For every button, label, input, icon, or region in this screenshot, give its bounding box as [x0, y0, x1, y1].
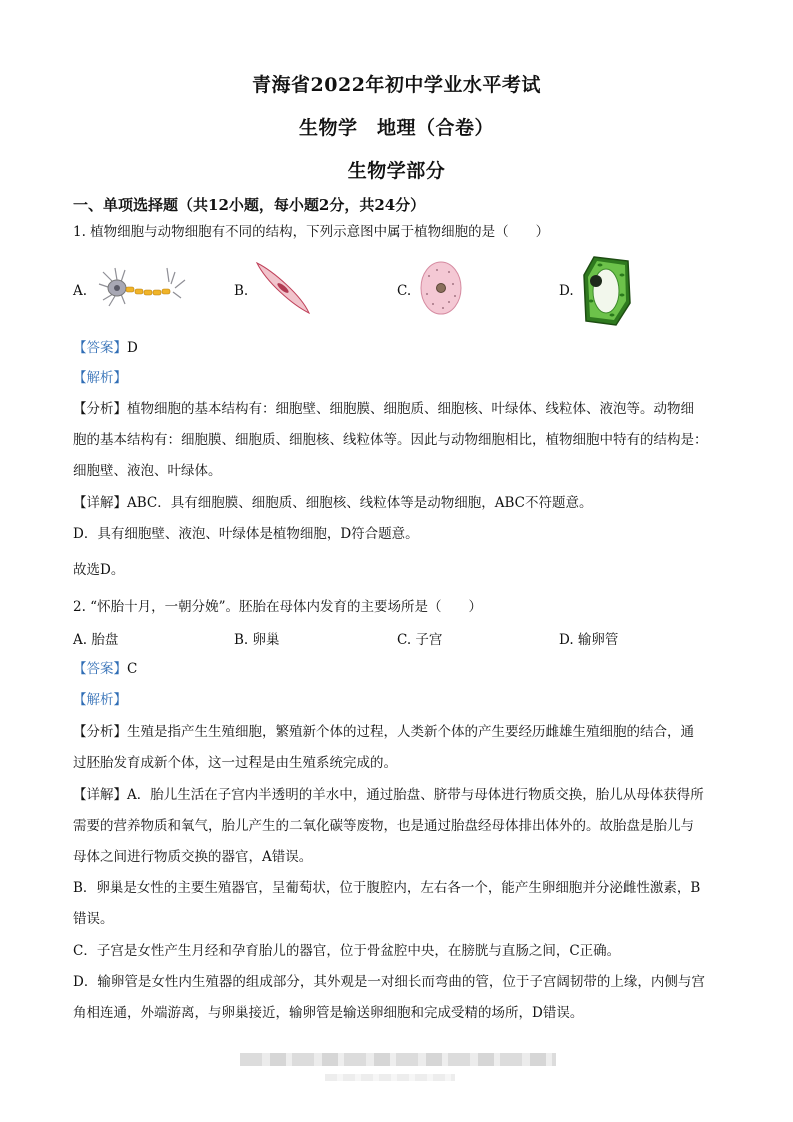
q2-xiangjie-line-1: [73, 785, 723, 805]
xiangjie-tag: 【详解】: [73, 495, 127, 511]
answer-value: D: [127, 340, 138, 356]
q2-xiangjie-line-2: 需要的营养物质和氧气，胎儿产生的二氧化碳等废物，也是通过胎盘经母体排出体外的。故胎盘是胎儿与: [73, 818, 694, 834]
q2-option-d: D. 输卵管: [559, 632, 619, 648]
fenxi-text: 生殖是指产生生殖细胞，繁殖新个体的过程，人类新个体的产生要经历雌雄生殖细胞的结合，通: [127, 724, 694, 740]
q2-xiangjie-line-5: 错误。: [73, 911, 114, 927]
q1-option-a-label: A.: [73, 283, 88, 299]
fenxi-tag: 【分析】: [73, 724, 127, 740]
q1-fenxi-line-1: [73, 399, 723, 419]
q2-xiangjie-line-6: C．子宫是女性产生月经和孕育胎儿的器官，位于骨盆腔中央，在膀胱与直肠之间，C正确。: [73, 943, 621, 959]
q1-option-c-label: C.: [397, 283, 412, 299]
answer-tag: 【答案】: [73, 340, 127, 356]
smooth-muscle-cell-image: [253, 259, 313, 321]
xiangjie-tag: 【详解】: [73, 787, 127, 803]
q1-option-d-label: D.: [559, 283, 574, 299]
plant-cell-image: [582, 255, 632, 331]
q2-fenxi-line-1: [73, 722, 723, 742]
xiangjie-text: ABC．具有细胞膜、细胞质、细胞核、线粒体等是动物细胞，ABC不符题意。: [127, 495, 593, 511]
fenxi-text: 植物细胞的基本结构有：细胞壁、细胞膜、细胞质、细胞核、叶绿体、线粒体、液泡等。动物细: [127, 401, 694, 417]
q1-analysis-tag: [73, 368, 723, 388]
q1-stem: 1. 植物细胞与动物细胞有不同的结构，下列示意图中属于植物细胞的是（ ）: [73, 224, 550, 240]
q1-xiangjie-line-2: D．具有细胞壁、液泡、叶绿体是植物细胞，D符合题意。: [73, 526, 419, 542]
exam-title: 青海省2022年初中学业水平考试: [252, 74, 541, 96]
q2-option-b: B. 卵巢: [234, 632, 280, 648]
exam-subtitle: 生物学 地理（合卷）: [298, 117, 494, 139]
animal-cell-image: [419, 260, 463, 320]
q2-analysis-tag: [73, 690, 723, 710]
q1-fenxi-line-2: 胞的基本结构有：细胞膜、细胞质、细胞核、线粒体等。因此与动物细胞相比，植物细胞中特有的结构是：: [73, 432, 708, 448]
answer-tag: 【答案】: [73, 661, 127, 677]
neuron-cell-image: [95, 262, 190, 316]
q1-option-b-label: B.: [234, 283, 249, 299]
q2-xiangjie-line-8: 角相连通，外端游离，与卵巢接近，输卵管是输送卵细胞和完成受精的场所，D错误。: [73, 1005, 584, 1021]
q1-answer: [73, 338, 723, 358]
xiangjie-text: A．胎儿生活在子宫内半透明的羊水中，通过胎盘、脐带与母体进行物质交换，胎儿从母体获得所: [127, 787, 704, 803]
q2-xiangjie-line-3: 母体之间进行物质交换的器官，A错误。: [73, 849, 313, 865]
q2-xiangjie-line-7: D．输卵管是女性内生殖器的组成部分，其外观是一对细长而弯曲的管，位于子宫阔韧带的上缘，内侧与宫: [73, 974, 705, 990]
blurred-watermark-sub: [325, 1074, 455, 1081]
q1-xiangjie-line-1: [73, 493, 723, 513]
q2-xiangjie-line-4: B．卵巢是女性的主要生殖器官，呈葡萄状，位于腹腔内，左右各一个，能产生卵细胞并分泌雌性激素，B: [73, 880, 701, 896]
q1-fenxi-line-3: 细胞壁、液泡、叶绿体。: [73, 463, 222, 479]
q2-option-a: A. 胎盘: [73, 632, 119, 648]
answer-value: C: [127, 661, 138, 677]
blurred-watermark: [240, 1053, 556, 1066]
q2-stem: 2. “怀胎十月，一朝分娩”。胚胎在母体内发育的主要场所是（ ）: [73, 599, 482, 615]
q1-conclusion: 故选D。: [73, 562, 125, 578]
section-title: 生物学部分: [347, 160, 446, 182]
q2-answer: [73, 659, 723, 679]
q2-option-c: C. 子宫: [397, 632, 443, 648]
section-heading: 一、单项选择题（共12小题，每小题2分，共24分）: [73, 196, 426, 214]
analysis-tag: 【解析】: [73, 692, 127, 708]
q2-fenxi-line-2: 过胚胎发育成新个体，这一过程是由生殖系统完成的。: [73, 755, 397, 771]
fenxi-tag: 【分析】: [73, 401, 127, 417]
analysis-tag: 【解析】: [73, 370, 127, 386]
